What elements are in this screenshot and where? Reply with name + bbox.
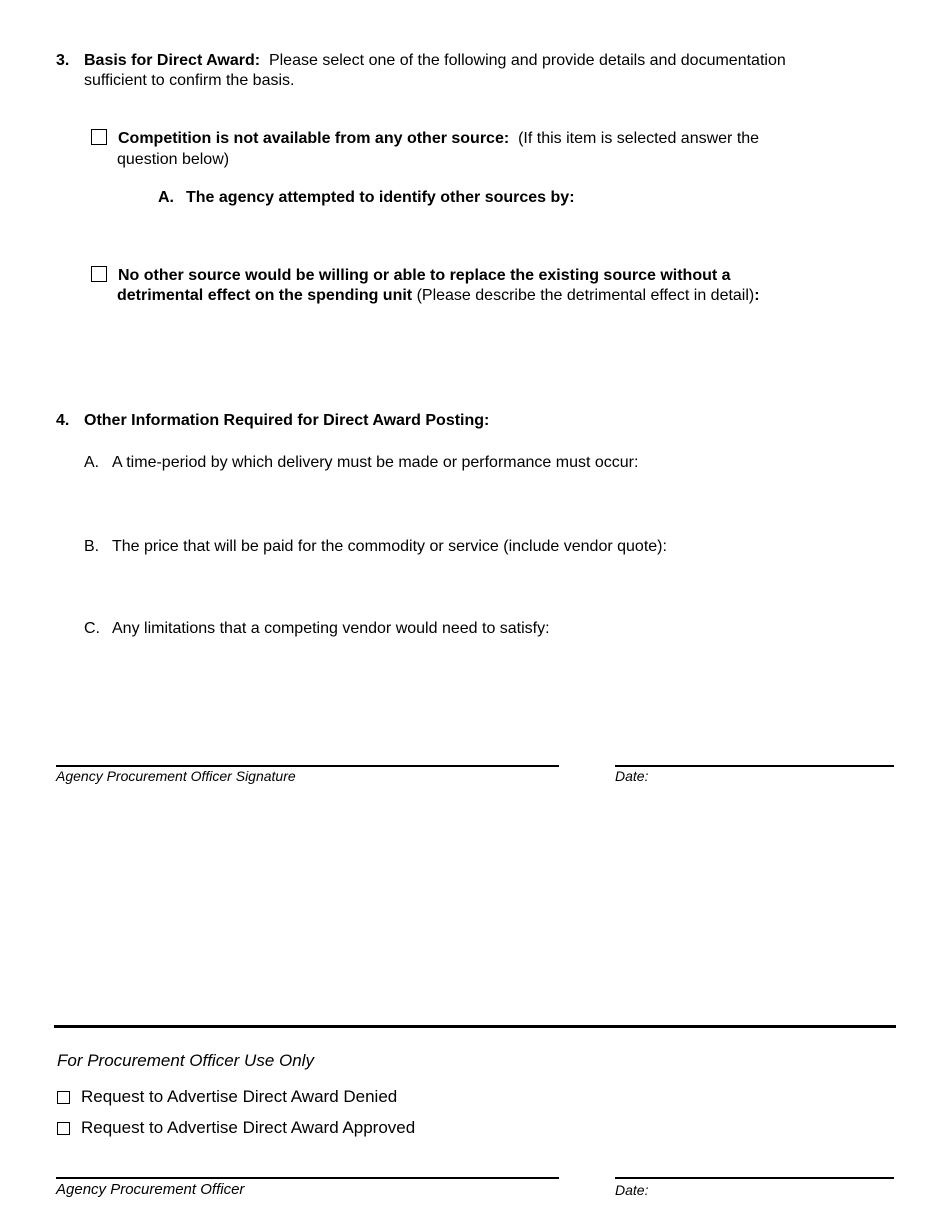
no-other-source-checkbox[interactable] [91,266,107,282]
approved-checkbox[interactable] [57,1122,70,1135]
section4-number: 4. [56,412,70,429]
competition-not-available-checkbox[interactable] [91,129,107,145]
option1-line2: question below) [117,151,230,168]
officer-use-title: For Procurement Officer Use Only [57,1051,314,1070]
signature-label: Agency Procurement Officer Signature [56,768,296,784]
option2-bold-line1: No other source would be willing or able to replace the existing source without a [118,267,731,284]
denied-label: Request to Advertise Direct Award Denied [81,1087,398,1106]
section4-item-letter: A. [84,454,100,471]
approved-label: Request to Advertise Direct Award Approved [81,1118,416,1137]
section4-item-text: The price that will be paid for the commodity or service (include vendor quote): [112,538,667,555]
option2-line2 [117,286,877,306]
option1-sub-letter: A. [158,189,174,206]
officer-signature-label: Agency Procurement Officer [56,1181,245,1198]
option2-normal: (Please describe the detrimental effect in detail) [416,287,755,304]
section4-item-letter: B. [84,538,100,555]
denied-checkbox[interactable] [57,1091,70,1104]
date-line[interactable] [615,765,894,767]
option2-bold-line2: detrimental effect on the spending unit [117,287,413,304]
section4-item-text: Any limitations that a competing vendor would need to satisfy: [112,620,550,637]
option2-colon: : [754,287,760,304]
section3-number: 3. [56,52,70,69]
signature-line[interactable] [56,765,559,767]
section3-intro-line2: sufficient to confirm the basis. [84,72,295,89]
section3-heading: Basis for Direct Award: [84,52,261,69]
option1-normal: (If this item is selected answer the [518,130,760,147]
date-label: Date: [615,768,649,784]
option1-sub-text: The agency attempted to identify other sources by: [186,189,575,206]
section-divider [54,1025,896,1028]
officer-date-label: Date: [615,1182,649,1198]
section3-heading-line [84,51,864,71]
section3-intro: Please select one of the following and provide details and documentation [268,52,786,69]
section4-item-text: A time-period by which delivery must be made or performance must occur: [112,454,639,471]
option1-bold: Competition is not available from any other source: [118,130,510,147]
section4-heading: Other Information Required for Direct Award Posting: [84,412,490,429]
option1-line1 [118,129,838,149]
section4-item-letter: C. [84,620,100,637]
officer-date-line[interactable] [615,1177,894,1179]
officer-signature-line[interactable] [56,1177,559,1179]
